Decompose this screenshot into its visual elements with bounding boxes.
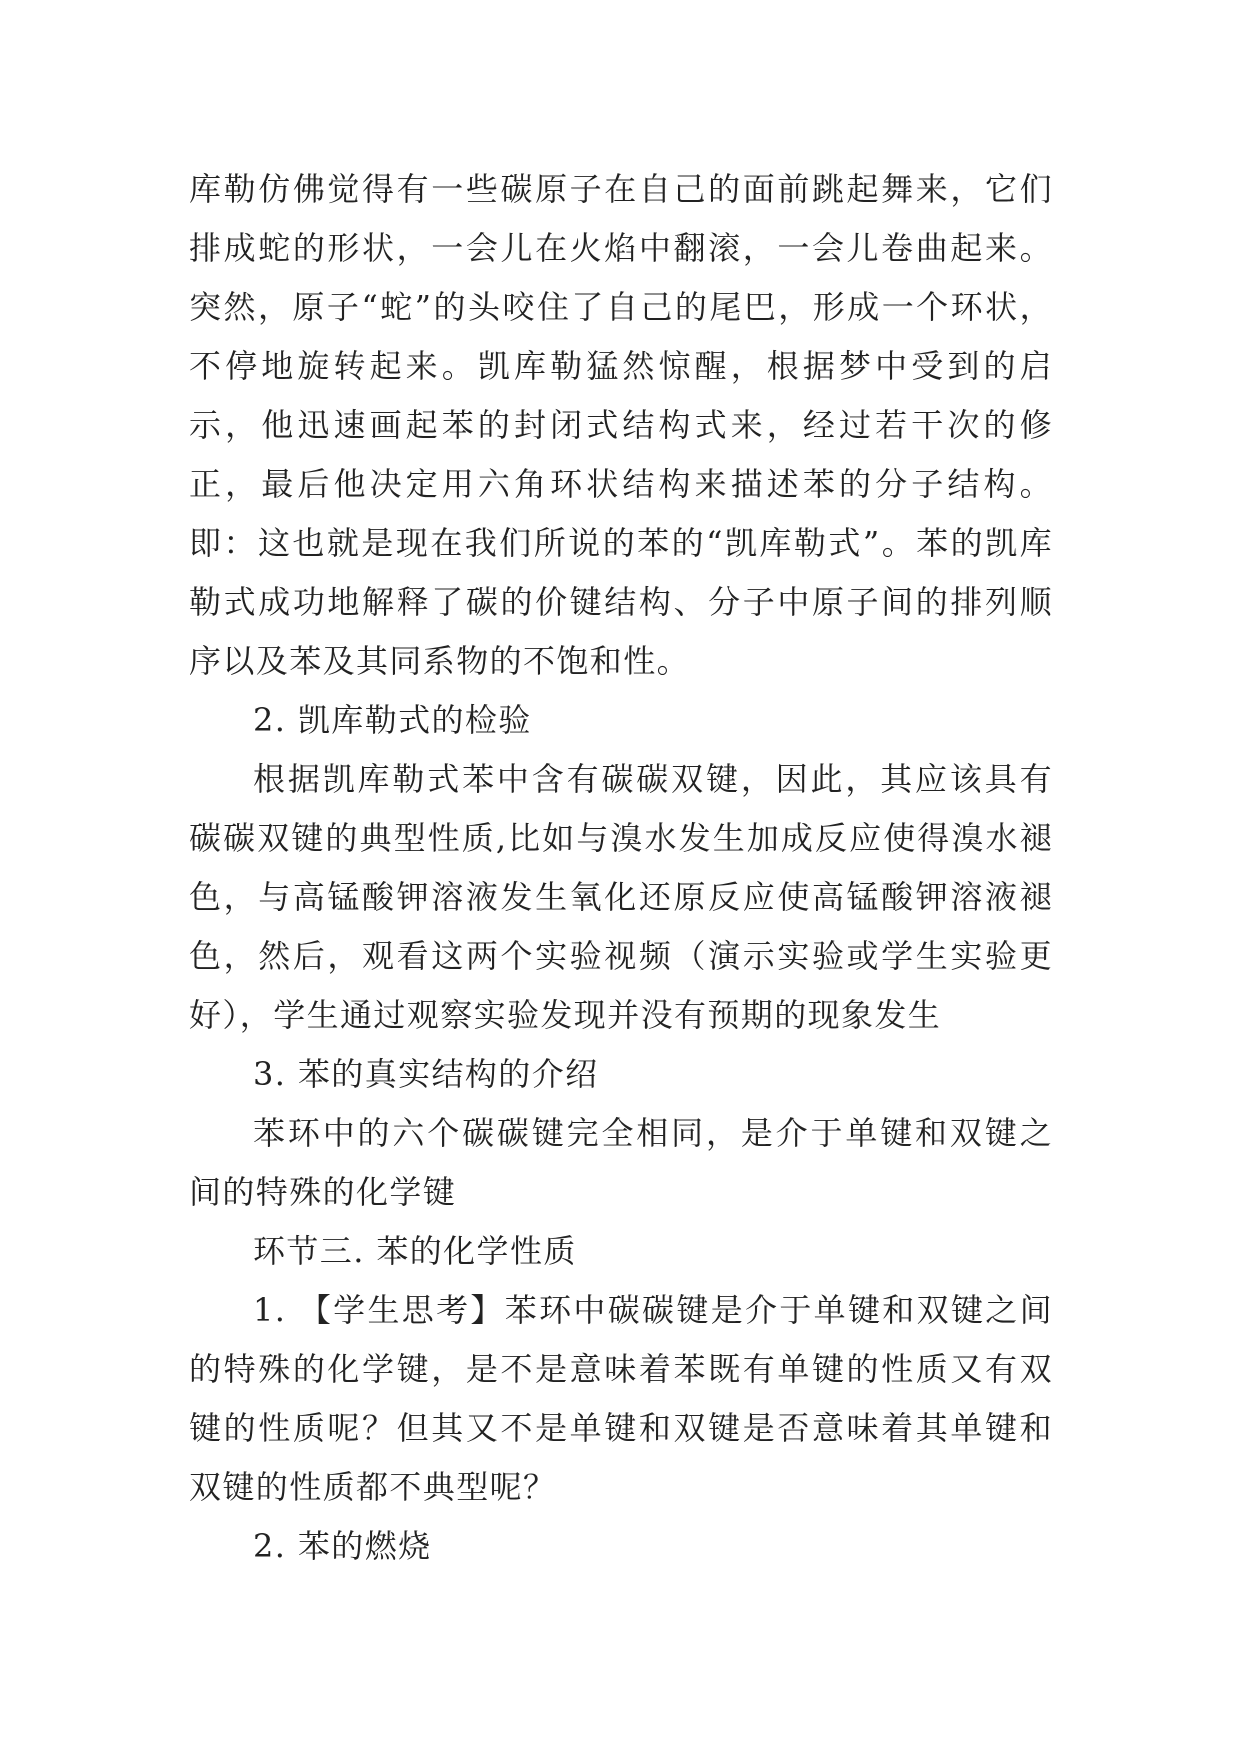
paragraph-verification-experiment: 根据凯库勒式苯中含有碳碳双键，因此，其应该具有碳碳双键的典型性质,比如与溴水发生加成反应使得溴水褪色，与高锰酸钾溶液发生氧化还原反应使高锰酸钾溶液褪色，然后，观看这两个实验视频（演示实验或学生实验更好），学生通过观察实验发现并没有预期的现象发生 [189, 760, 1053, 1034]
paragraph-real-structure: 苯环中的六个碳碳键完全相同，是介于单键和双键之间的特殊的化学键 [189, 1114, 1053, 1211]
document-body [189, 160, 1053, 1576]
heading-benzene-combustion: 2. 苯的燃烧 [253, 1527, 432, 1565]
heading-real-structure: 3. 苯的真实结构的介绍 [253, 1055, 599, 1093]
heading-kekule-verification: 2. 凯库勒式的检验 [253, 701, 532, 739]
paragraph-student-thinking: 1. 【学生思考】苯环中碳碳键是介于单键和双键之间的特殊的化学键，是不是意味着苯既有单键的性质又有双键的性质呢？但其又不是单键和双键是否意味着其单键和双键的性质都不典型呢？ [189, 1291, 1053, 1506]
heading-section-three: 环节三. 苯的化学性质 [253, 1232, 577, 1270]
paragraph-kekule-dream: 库勒仿佛觉得有一些碳原子在自己的面前跳起舞来，它们排成蛇的形状，一会儿在火焰中翻滚，一会儿卷曲起来。突然，原子“蛇”的头咬住了自己的尾巴，形成一个环状，不停地旋转起来。凯库勒猛然惊醒，根据梦中受到的启示，他迅速画起苯的封闭式结构式来，经过若干次的修正，最后他决定用六角环状结构来描述苯的分子结构。即：这也就是现在我们所说的苯的“凯库勒式”。苯的凯库勒式成功地解释了碳的价键结构、分子中原子间的排列顺序以及苯及其同系物的不饱和性。 [189, 170, 1053, 680]
